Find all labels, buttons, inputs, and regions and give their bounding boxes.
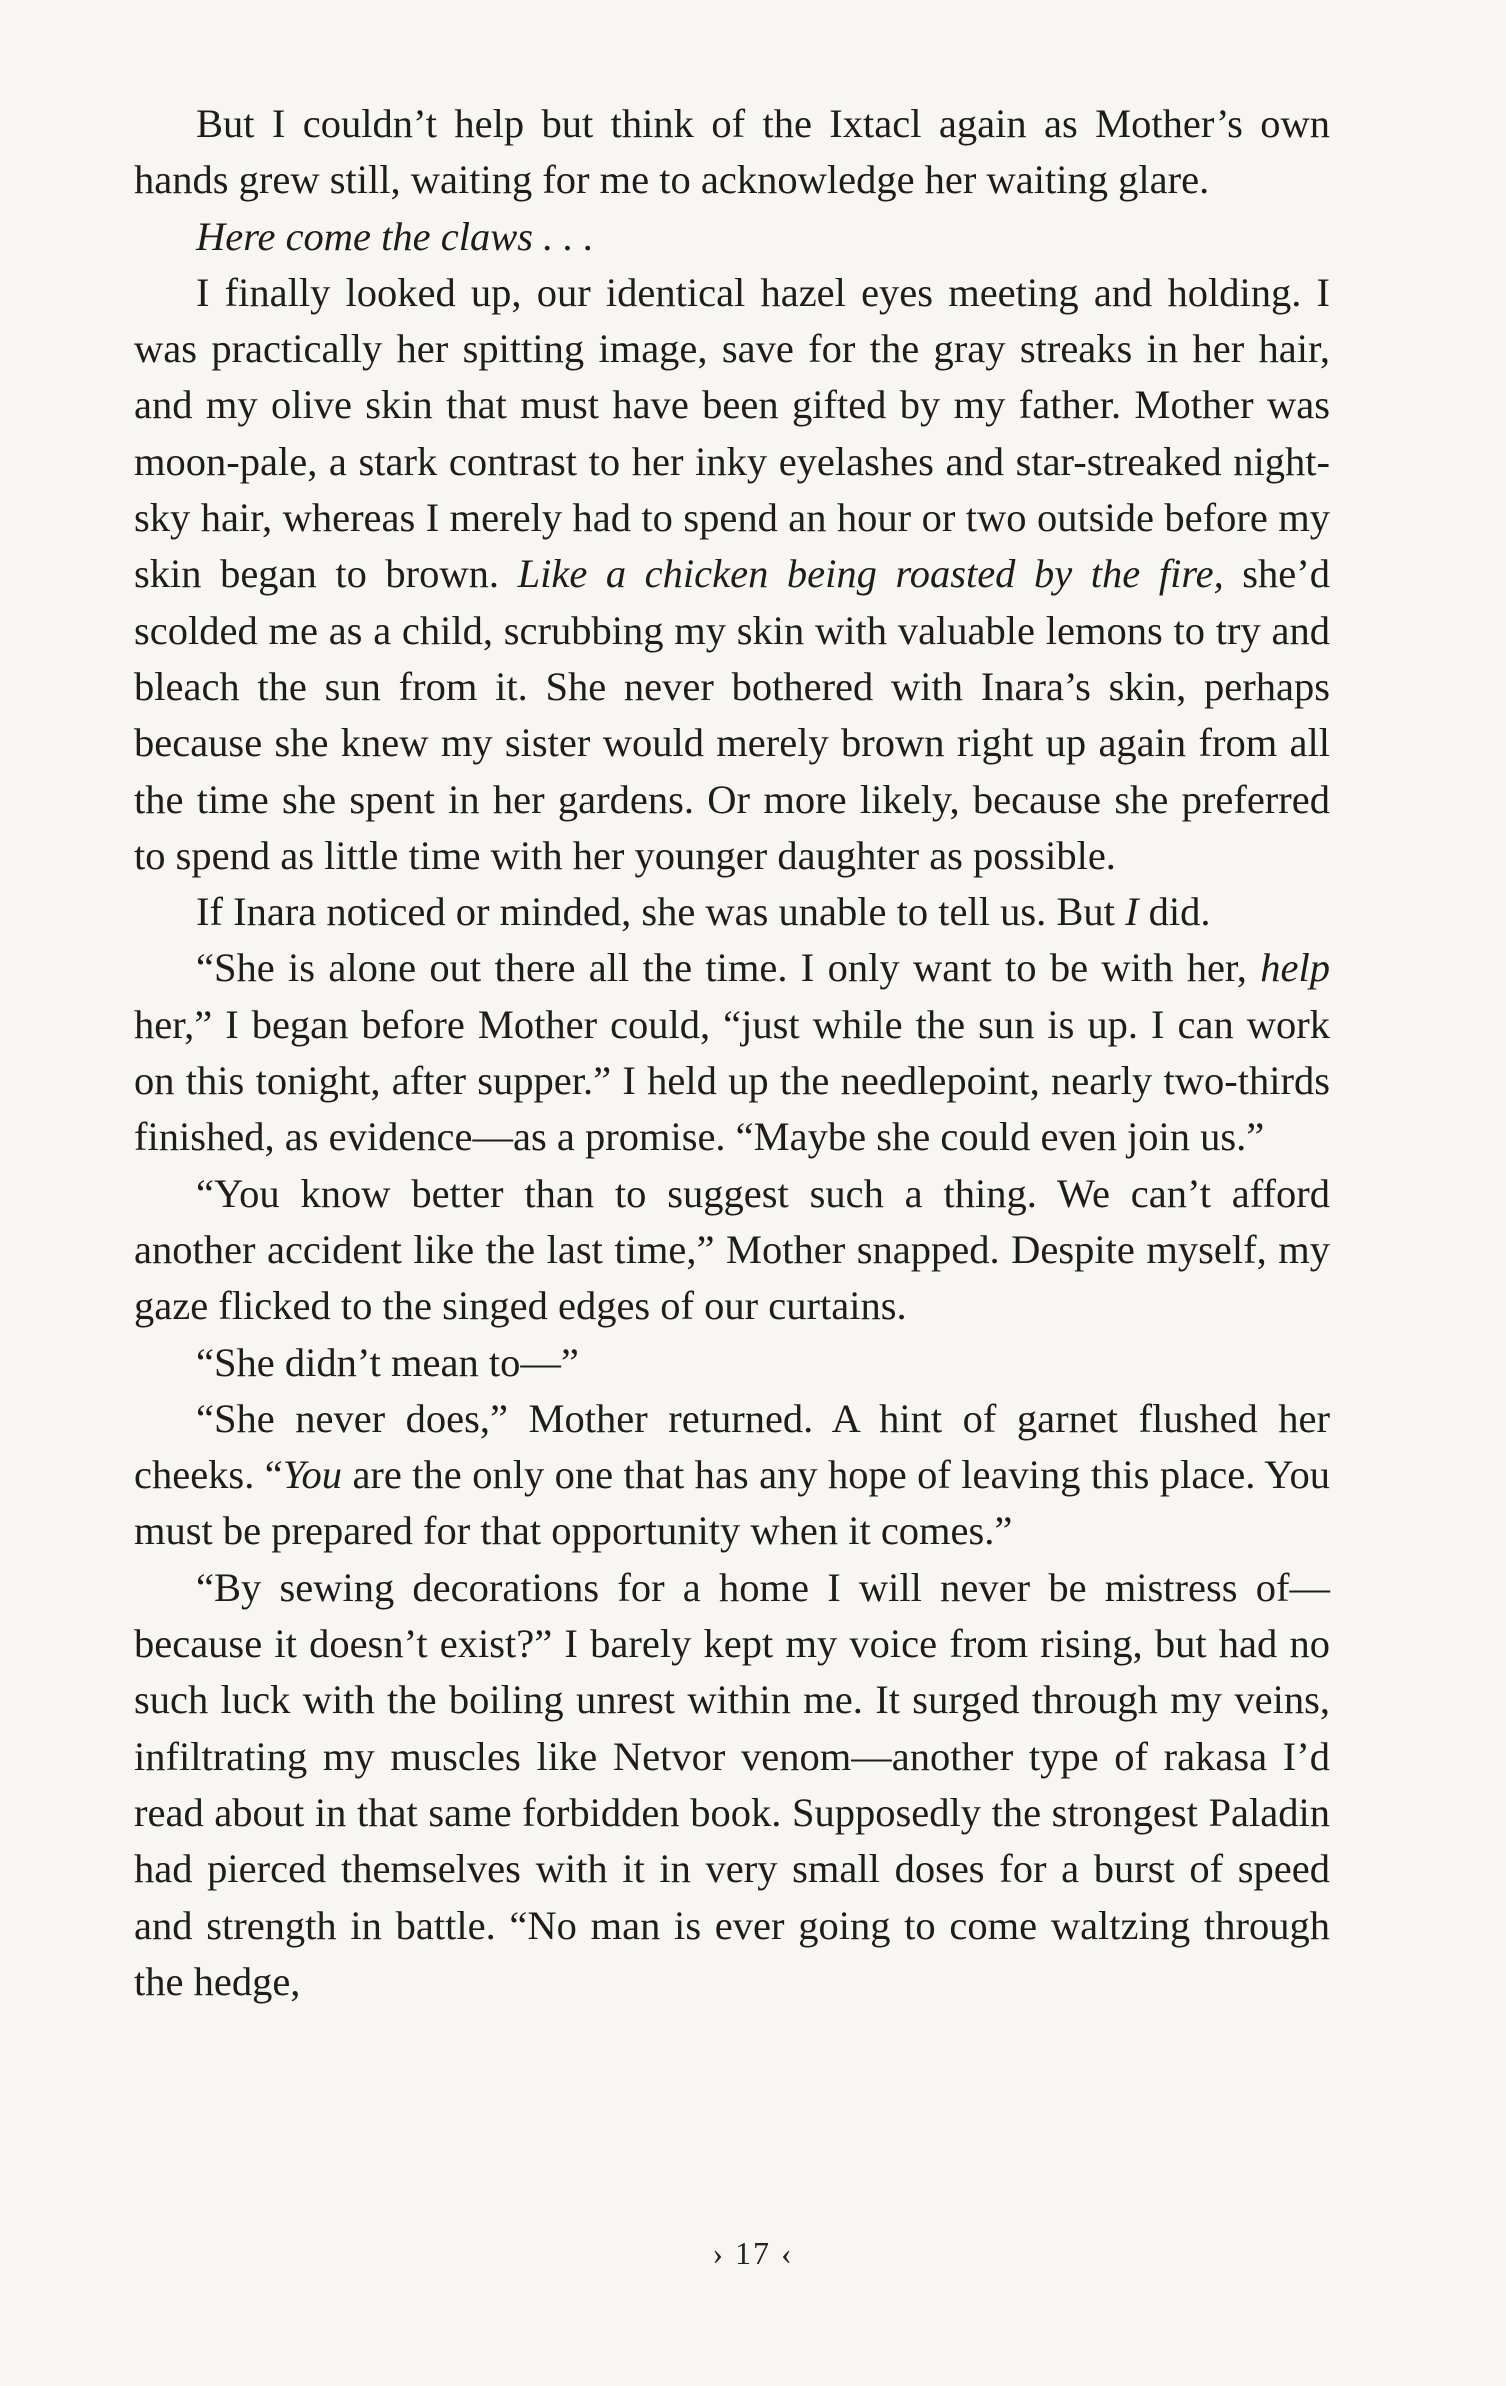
paragraph-text: I finally looked up, our identical hazel eyes meeting and holding. I was practically her spitting image, save for the gray streaks in her hair, and my olive skin that must have been gifted by my father. Mother was moon-pale, a stark contrast to her inky eyelashes and star-streaked night-sky hair, whereas I merely had to spend an hour or two outside before my skin began to brown. bbox=[134, 269, 1330, 597]
paragraph-5 bbox=[134, 940, 1330, 1165]
paragraph-3 bbox=[134, 265, 1330, 884]
paragraph-text: “She never does,” Mother returned. A hint of garnet flushed her cheeks. “ bbox=[134, 1395, 1330, 1498]
paragraph-text: her,” I began before Mother could, “just while the sun is up. I can work on this tonight, after supper.” I held up the needlepoint, nearly two-thirds finished, as evidence—as a promise. “Maybe she could even join us.” bbox=[134, 1001, 1330, 1160]
italic-emphasis: You bbox=[282, 1452, 343, 1498]
paragraph-text: “By sewing decorations for a home I will never be mistress of—because it doesn’t exist?” I barely kept my voice from rising, but had no such luck with the boiling unrest within me. It surged through my veins, infiltrating my muscles like Netvor venom—another type of rakasa I’d read about in that same forbidden book. Supposedly the strongest Paladin had pierced themselves with it in very small doses for a burst of speed and strength in battle. “No man is ever going to come waltzing through the hedge, bbox=[134, 1564, 1330, 2004]
paragraph-7 bbox=[134, 1335, 1330, 1391]
paragraph-text: If Inara noticed or minded, she was unable to tell us. But bbox=[196, 889, 1126, 935]
italic-thought-text: Here come the claws . . . bbox=[196, 213, 594, 259]
paragraph-text: “She didn’t mean to—” bbox=[196, 1339, 579, 1385]
paragraph-text: “She is alone out there all the time. I only want to be with her, bbox=[196, 945, 1261, 991]
italic-quote: Like a chicken being roasted by the fire, bbox=[517, 551, 1224, 597]
paragraph-1 bbox=[134, 96, 1330, 209]
paragraph-text: are the only one that has any hope of leaving this place. You must be prepared for that opportunity when it comes.” bbox=[134, 1452, 1330, 1554]
paragraph-6 bbox=[134, 1166, 1330, 1335]
paragraph-text: did. bbox=[1138, 889, 1211, 935]
italic-emphasis: help bbox=[1260, 945, 1330, 991]
italic-emphasis: I bbox=[1125, 889, 1139, 935]
paragraph-4 bbox=[134, 884, 1330, 940]
body-text bbox=[134, 96, 1330, 2010]
paragraph-8 bbox=[134, 1391, 1330, 1560]
paragraph-text: she’d scolded me as a child, scrubbing my skin with valuable lemons to try and bleach the sun from it. She never bothered with Inara’s skin, perhaps because she knew my sister would merely brown right up again from all the time she spent in her gardens. Or more likely, because she preferred to spend as little time with her younger daughter as possible. bbox=[134, 551, 1330, 878]
paragraph-9 bbox=[134, 1560, 1330, 2010]
page-number: › 17 ‹ bbox=[712, 2235, 794, 2271]
paragraph-2-italic-thought bbox=[134, 209, 1330, 265]
paragraph-text: “You know better than to suggest such a thing. We can’t afford another accident like the last time,” Mother snapped. Despite myself, my gaze flicked to the singed edges of our curtains. bbox=[134, 1170, 1330, 1329]
paragraph-text: But I couldn’t help but think of the Ixtacl again as Mother’s own hands grew still, waiting for me to acknowledge her waiting glare. bbox=[134, 101, 1330, 203]
